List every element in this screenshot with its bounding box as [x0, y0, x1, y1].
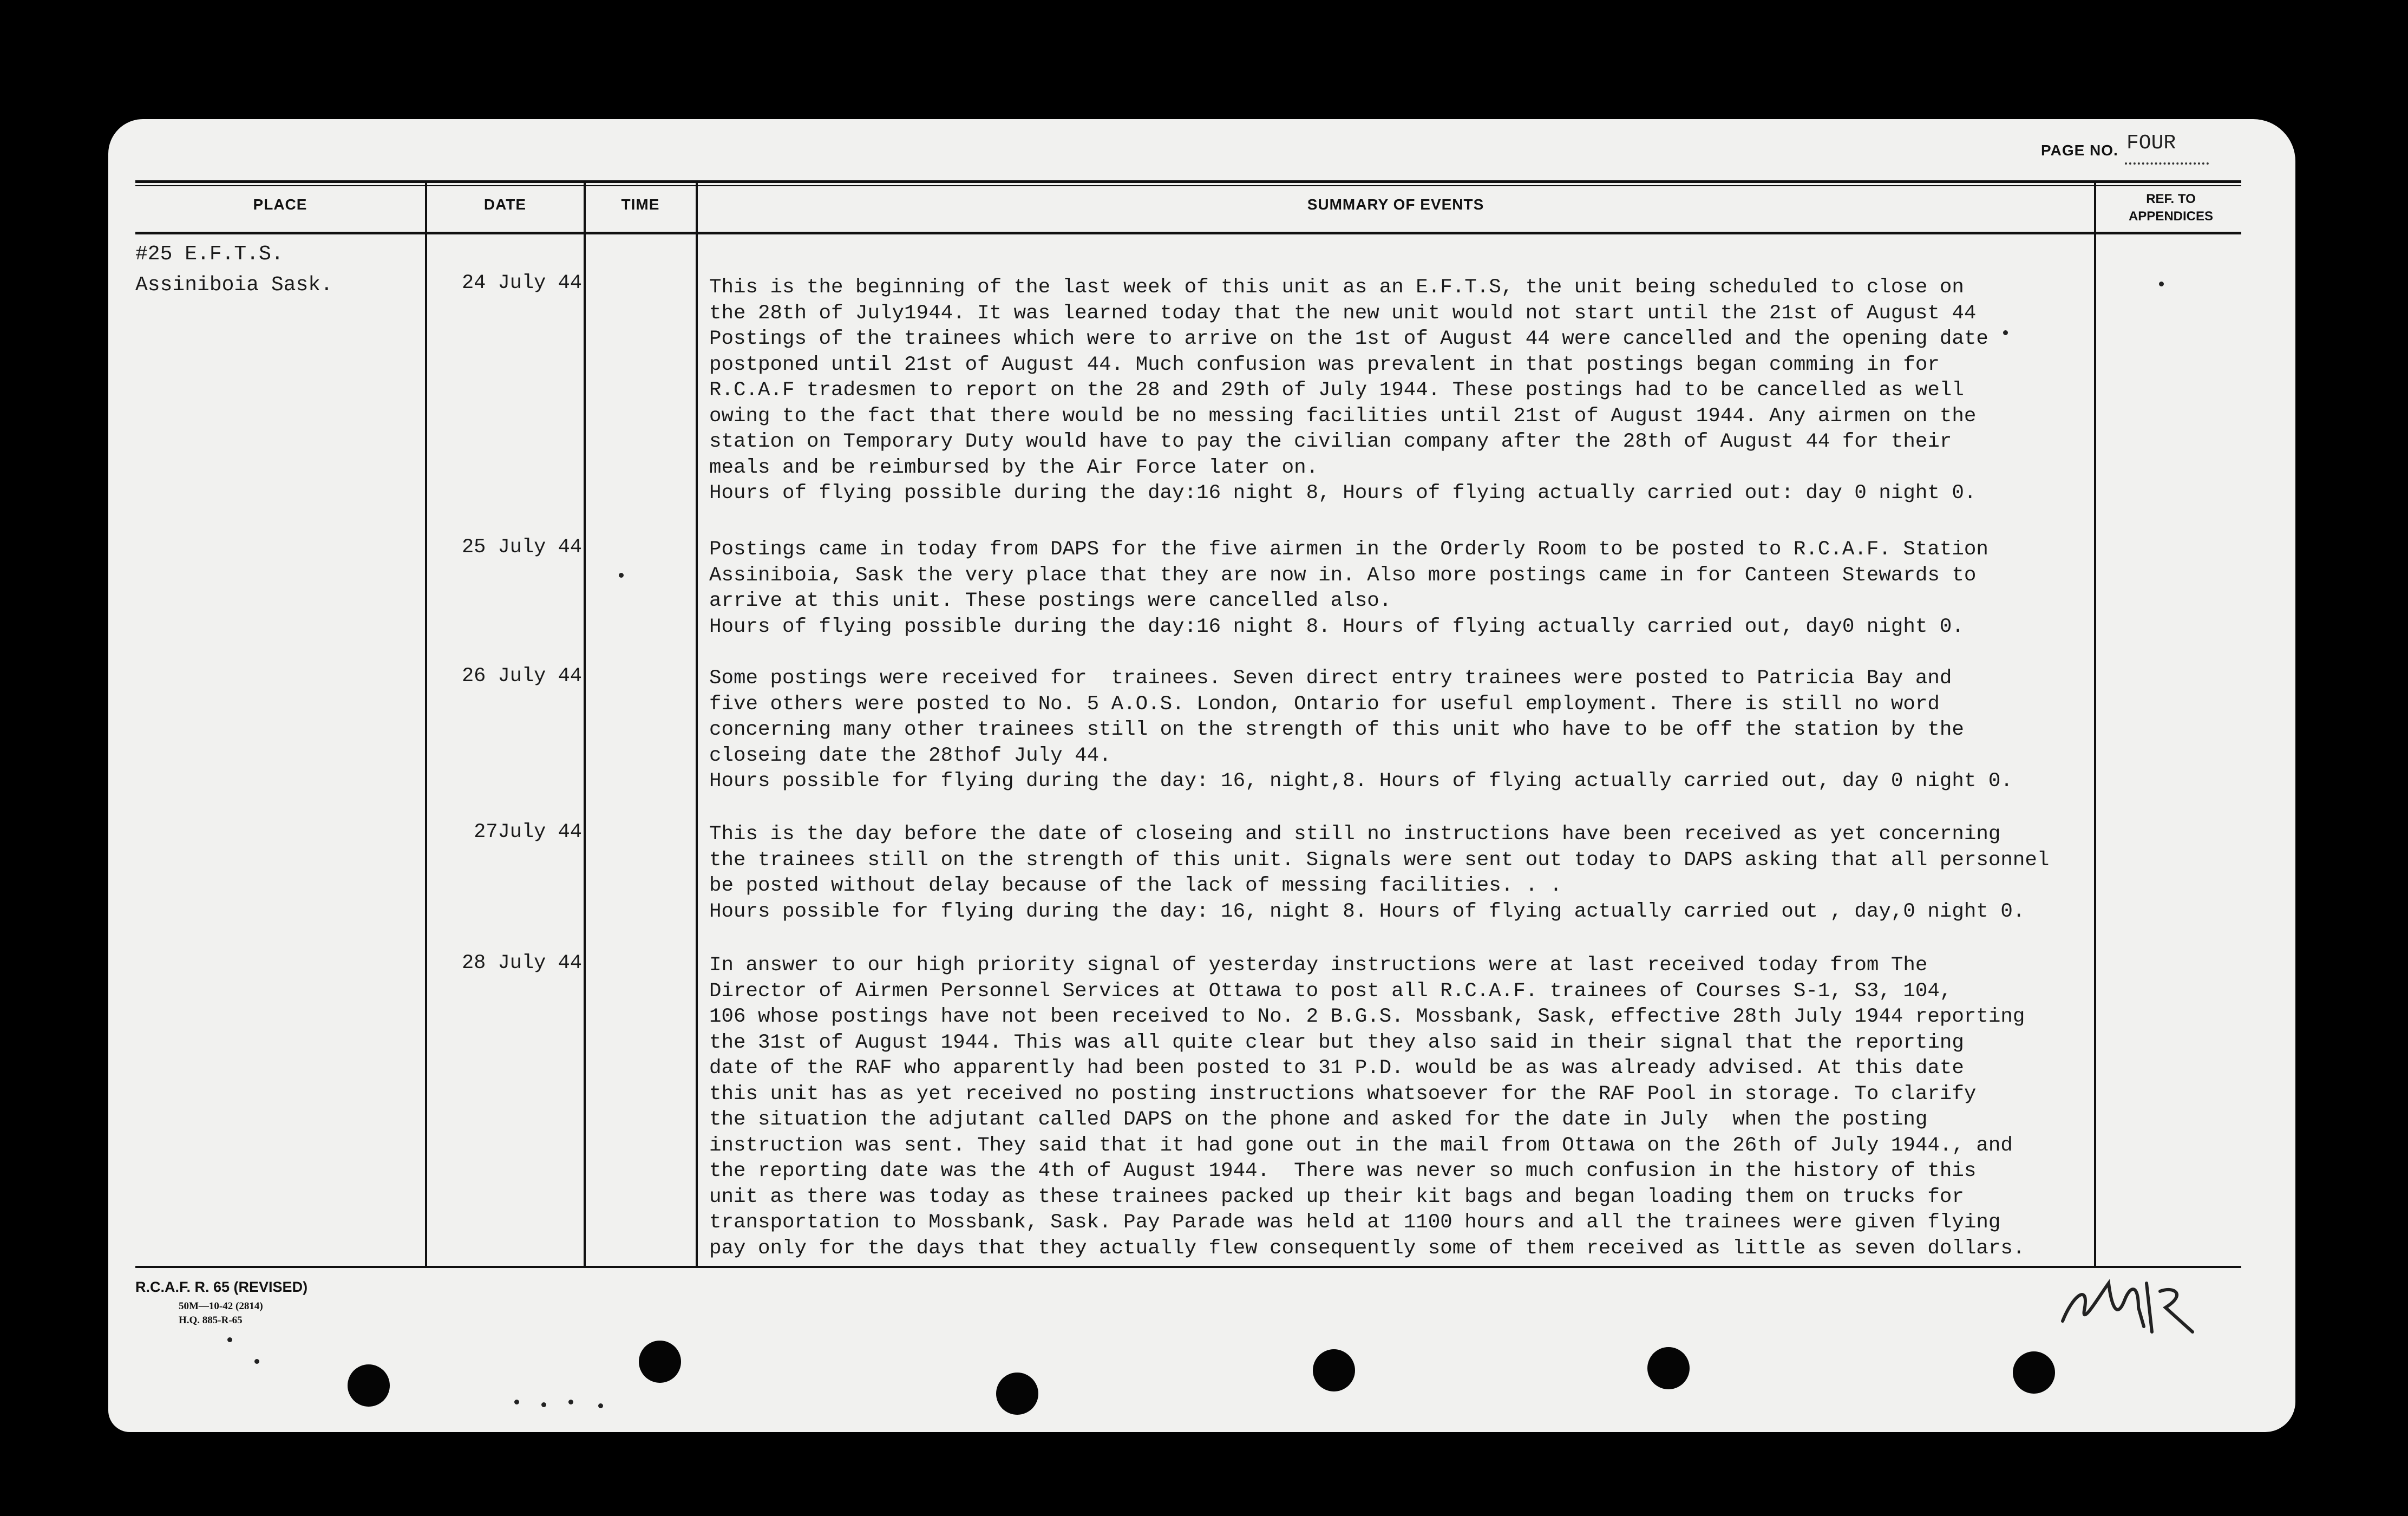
diary-entry [709, 666, 2171, 795]
column-header-ref-appendices [2101, 191, 2241, 225]
entry-line: owing to the fact that there would be no messing facilities until 21st of August 1944. Any airmen on the [709, 404, 1977, 428]
paper-speck [227, 1337, 232, 1342]
paper-speck [619, 573, 624, 578]
header-bottom-rule [135, 232, 2241, 234]
entry-line: This is the day before the date of closeing and still no instructions have been received as yet concerning [709, 823, 2001, 846]
entry-line: 106 whose postings have not been received to No. 2 B.G.S. Mossbank, Sask, effective 28th July 1944 reporting [709, 1005, 2025, 1028]
column-divider-date-time [584, 183, 586, 1267]
entry-line: pay only for the days that they actually flew consequently some of them received as little as seven dollars. [709, 1237, 2025, 1260]
entry-line: Postings of the trainees which were to arrive on the 1st of August 44 were cancelled and the opening date [709, 328, 1988, 350]
entry-line: date of the RAF who apparently had been posted to 31 P.D. would be as was already advised. At this date [709, 1057, 1964, 1080]
entry-line: be posted without delay because of the lack of messing facilities. . . [709, 874, 1562, 897]
entry-line: the situation the adjutant called DAPS on the phone and asked for the date in July when the posting [709, 1108, 1928, 1131]
entry-date: 25 July 44 [461, 536, 582, 559]
paper-speck [2003, 330, 2008, 335]
column-header-date: DATE [483, 196, 527, 213]
form-identifier: R.C.A.F. R. 65 (REVISED) [135, 1279, 308, 1295]
entry-line: This is the beginning of the last week of this unit as an E.F.T.S, the unit being scheduled to close on [709, 276, 1964, 299]
table-bottom-rule [135, 1266, 2241, 1268]
handwritten-initials [2057, 1262, 2198, 1337]
entry-line: meals and be reimbursed by the Air Force later on. [709, 456, 1319, 479]
entry-line: Postings came in today from DAPS for the five airmen in the Orderly Room to be posted to R.C.A.F. Station [709, 538, 1988, 561]
column-header-time: TIME [621, 196, 660, 213]
entry-line: Director of Airmen Personnel Services at Ottawa to post all R.C.A.F. trainees of Courses S-1, S3, 104, [709, 979, 1952, 1003]
place-unit: #25 E.F.T.S. [135, 243, 284, 266]
diary-entry [709, 275, 2171, 507]
entry-line: the reporting date was the 4th of August 1944. There was never so much confusion in the history of this [709, 1160, 1977, 1182]
entry-line: station on Temporary Duty would have to pay the civilian company after the 28th of August 44 for their [709, 430, 1952, 453]
ref-header-line1: REF. TO [2146, 192, 2196, 206]
diary-entry [709, 537, 2171, 640]
paper-speck [568, 1400, 573, 1404]
diary-entry [709, 953, 2171, 1262]
entry-line: Hours of flying possible during the day:16 night 8. Hours of flying actually carried out, day0 night 0. [709, 615, 1964, 638]
punch-hole [996, 1373, 1038, 1415]
form-hq-number: H.Q. 885-R-65 [179, 1315, 243, 1326]
entry-line: the 31st of August 1944. This was all quite clear but they also said in their signal that the reporting [709, 1031, 1964, 1054]
entry-date: 27July 44 [474, 821, 582, 844]
entry-line: In answer to our high priority signal of yesterday instructions were at last received today from The [709, 954, 1928, 977]
entry-date: 28 July 44 [461, 952, 582, 975]
entry-line: arrive at this unit. These postings were cancelled also. [709, 590, 1392, 612]
entry-line: this unit has as yet received no posting instructions whatsoever for the RAF Pool in storage. To clarify [709, 1082, 1977, 1106]
entry-line: postponed until 21st of August 44. Much confusion was prevalent in that postings began comming in for [709, 353, 1940, 376]
page-number-label: PAGE NO. [2041, 142, 2118, 159]
page-number-value: FOUR [2126, 132, 2176, 155]
header-top-rule [135, 180, 2241, 183]
punch-hole [2013, 1351, 2055, 1394]
entry-date: 24 July 44 [461, 272, 582, 295]
paper-speck [598, 1403, 603, 1408]
entry-line: unit as there was today as these trainees packed up their kit bags and began loading them on trucks for [709, 1185, 1964, 1208]
place-location: Assiniboia Sask. [135, 273, 333, 297]
paper-speck [541, 1402, 546, 1407]
entry-line: closeing date the 28thof July 44. [709, 744, 1111, 767]
punch-hole [348, 1364, 390, 1407]
column-divider-time-summary [696, 183, 698, 1267]
ref-header-line2: APPENDICES [2128, 209, 2214, 224]
paper-speck [514, 1400, 519, 1404]
form-print-code: 50M—10-42 (2814) [179, 1301, 263, 1312]
entry-line: instruction was sent. They said that it had gone out in the mail from Ottawa on the 26th of July 1944., and [709, 1134, 2013, 1157]
entry-line: Assiniboia, Sask the very place that they are now in. Also more postings came in for Canteen Stewards to [709, 564, 1977, 587]
paper-speck [254, 1359, 259, 1364]
entry-line: Some postings were received for trainees. Seven direct entry trainees were posted to Patricia Bay and [709, 667, 1952, 690]
column-divider-place-date [425, 183, 427, 1267]
entry-line: concerning many other trainees still on the strength of this unit who have to be off the station by the [709, 718, 1964, 741]
entry-line: R.C.A.F tradesmen to report on the 28 and 29th of July 1944. These postings had to be cancelled as well [709, 379, 1964, 402]
column-header-summary: SUMMARY OF EVENTS [1307, 196, 1484, 213]
paper-speck [2159, 282, 2164, 286]
header-top-rule-2 [135, 185, 2241, 186]
entry-date: 26 July 44 [461, 665, 582, 688]
punch-hole [1313, 1349, 1355, 1391]
page-number-dotted-line [2125, 162, 2209, 165]
entry-line: Hours possible for flying during the day: 16, night 8. Hours of flying actually carried out , day,0 night 0. [709, 900, 2025, 923]
entry-line: the trainees still on the strength of this unit. Signals were sent out today to DAPS asking that all personnel [709, 848, 2050, 872]
entry-line: the 28th of July1944. It was learned today that the new unit would not start until the 21st of August 44 [709, 302, 1977, 325]
punch-hole [639, 1341, 681, 1383]
column-header-place: PLACE [253, 196, 307, 213]
entry-line: transportation to Mossbank, Sask. Pay Parade was held at 1100 hours and all the trainees were given flying [709, 1211, 2001, 1234]
entry-line: Hours possible for flying during the day: 16, night,8. Hours of flying actually carried out, day 0 night 0. [709, 770, 2013, 793]
punch-hole [1647, 1347, 1690, 1389]
entry-line: five others were posted to No. 5 A.O.S. London, Ontario for useful employment. There is still no word [709, 692, 1940, 716]
entry-line: Hours of flying possible during the day:16 night 8, Hours of flying actually carried out: day 0 night 0. [709, 482, 1977, 505]
diary-entry [709, 822, 2171, 925]
